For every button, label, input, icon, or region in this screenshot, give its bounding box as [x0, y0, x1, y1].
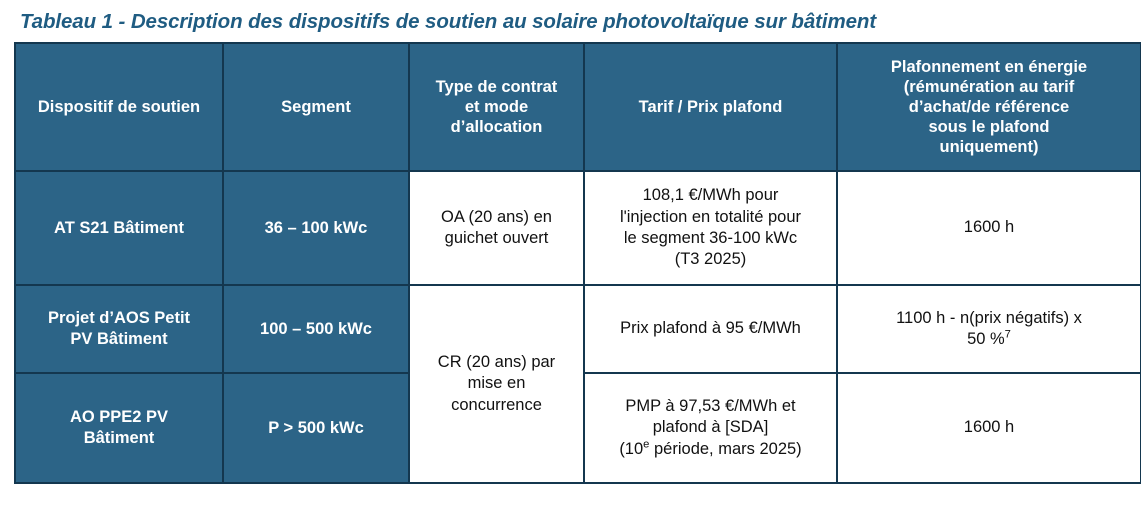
column-header-plafonnement-line1: Plafonnement en énergie	[890, 57, 1088, 76]
table-caption: Tableau 1 - Description des dispositifs de soutien au solaire photovoltaïque sur bâtiment	[20, 10, 877, 33]
cell-tarif-at-s21-line1: 108,1 €/MWh pour	[642, 186, 779, 205]
column-header-plafonnement-line4: sous le plafond	[928, 118, 1050, 137]
cell-tarif-ao-ppe2	[584, 373, 837, 483]
cell-tarif-at-s21	[584, 171, 837, 285]
cell-segment-36-100	[223, 171, 409, 285]
cell-dispositif-ao-ppe2-line2: Bâtiment	[83, 429, 155, 447]
column-header-segment	[223, 43, 409, 171]
cell-dispositif-at-s21	[15, 171, 223, 285]
column-header-tarif-text: Tarif / Prix plafond	[638, 97, 783, 116]
cell-plafond-aos-petit-pv-line1: 1100 h - n(prix négatifs) x	[896, 308, 1082, 327]
cell-contrat-oa-line1: OA (20 ans) en	[441, 207, 552, 226]
support-schemes-table	[14, 42, 1141, 484]
cell-dispositif-ao-ppe2	[15, 373, 223, 483]
cell-dispositif-aos-petit-pv-line1: Projet d’AOS Petit	[47, 309, 191, 328]
cell-plafond-at-s21-text: 1600 h	[963, 218, 1015, 237]
cell-plafond-at-s21	[837, 171, 1141, 285]
cell-plafond-aos-petit-pv-value: 50 %	[967, 330, 1005, 348]
table-row	[15, 285, 1141, 373]
cell-contrat-cr-line2: mise en	[467, 374, 526, 393]
cell-segment-p-sup-500-text: P > 500 kWc	[268, 418, 364, 437]
footnote-marker-7: 7	[1004, 328, 1011, 341]
cell-segment-p-sup-500	[223, 373, 409, 483]
cell-contrat-cr-line1: CR (20 ans) par	[437, 352, 556, 371]
cell-tarif-ao-ppe2-line2: plafond à [SDA]	[652, 418, 769, 437]
cell-tarif-ao-ppe2-line3	[591, 439, 830, 460]
column-header-type-contrat-line3: d’allocation	[450, 118, 543, 137]
cell-dispositif-at-s21-text: AT S21 Bâtiment	[54, 218, 184, 237]
cell-segment-36-100-text: 36 – 100 kWc	[264, 218, 368, 237]
cell-tarif-ao-ppe2-line1: PMP à 97,53 €/MWh et	[625, 396, 796, 415]
table-header	[15, 43, 1141, 171]
column-header-plafonnement-line2: (rémunération au tarif	[903, 77, 1075, 96]
cell-tarif-at-s21-line4: (T3 2025)	[674, 250, 747, 269]
cell-dispositif-ao-ppe2-line1: AO PPE2 PV	[69, 408, 169, 427]
column-header-segment-text: Segment	[281, 97, 351, 116]
column-header-type-contrat-line2: et mode	[464, 97, 529, 116]
cell-segment-100-500	[223, 285, 409, 373]
cell-tarif-ao-ppe2-periode-prefix: (10	[619, 439, 644, 458]
cell-dispositif-aos-petit-pv	[15, 285, 223, 373]
column-header-plafonnement-line3: d’achat/de référence	[908, 97, 1070, 116]
column-header-dispositif-text: Dispositif de soutien	[37, 97, 201, 116]
column-header-plafonnement-line5: uniquement)	[939, 138, 1039, 157]
cell-tarif-at-s21-line2: l'injection en totalité pour	[619, 207, 802, 226]
cell-plafond-ao-ppe2-text: 1600 h	[963, 418, 1015, 437]
cell-plafond-ao-ppe2	[837, 373, 1141, 483]
cell-tarif-ao-ppe2-periode-suffix: période, mars 2025)	[649, 439, 802, 458]
cell-dispositif-aos-petit-pv-line2: PV Bâtiment	[70, 330, 168, 348]
ordinal-exponent-e: e	[643, 438, 650, 451]
cell-contrat-oa-line2: guichet ouvert	[444, 229, 549, 247]
cell-plafond-aos-petit-pv-line2	[844, 329, 1134, 350]
cell-contrat-oa	[409, 171, 584, 285]
column-header-tarif	[584, 43, 837, 171]
cell-tarif-aos-petit-pv-text: Prix plafond à 95 €/MWh	[620, 319, 801, 338]
column-header-plafonnement	[837, 43, 1141, 171]
cell-contrat-cr-line3: concurrence	[451, 395, 542, 414]
cell-tarif-aos-petit-pv	[584, 285, 837, 373]
column-header-dispositif	[15, 43, 223, 171]
column-header-type-contrat-line1: Type de contrat	[435, 77, 558, 96]
cell-segment-100-500-text: 100 – 500 kWc	[260, 319, 372, 338]
table-header-row	[15, 43, 1141, 171]
table-row	[15, 171, 1141, 285]
cell-contrat-cr-merged	[409, 285, 584, 483]
cell-tarif-at-s21-line3: le segment 36-100 kWc	[623, 229, 798, 247]
table-body	[15, 171, 1141, 483]
column-header-type-contrat	[409, 43, 584, 171]
cell-plafond-aos-petit-pv	[837, 285, 1141, 373]
